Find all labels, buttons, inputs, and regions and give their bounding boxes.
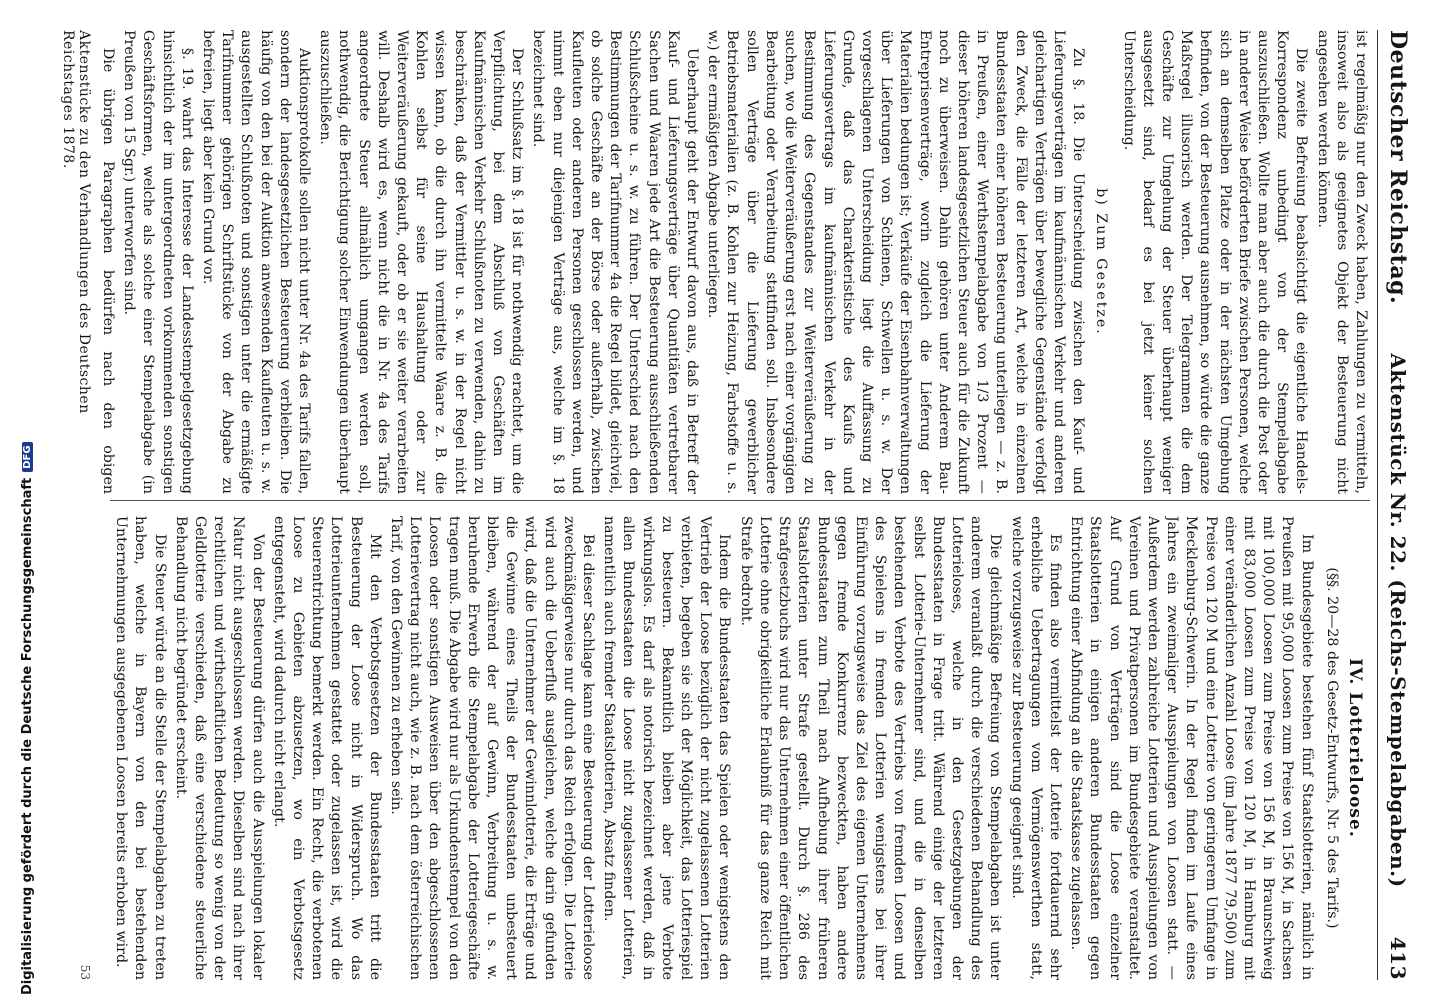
header-middle: Aktenstück Nr. 22. (Reichs-Stempelabgaben.) [1386,353,1410,888]
left-column [100,30,1370,494]
scanned-page [40,0,1432,1000]
page-number: 413 [1386,936,1410,980]
section-heading: IV. Lotterieloose. [1345,658,1365,838]
paragraph: Zu §. 18. Die Unterscheidung zwischen den Kauf- und Lieferungsverträgen im kaufmännischen Verkehr und anderen gleichartigen Verträgen über bewegliche Gegenstände verfolgt den Zweck, die Fälle der letzteren Art, welche in einzelnen Bundesstaaten einer höheren Besteuerung unterliegen — z. B. in Preußen, einer Werthstempelabgabe von 1/3 Prozent — dieser höheren landesgesetzlichen Steuer auch für die Zukunft noch zu überweisen. Dahin gehören unter Anderem Bau-Entreprisenverträge, worin zugleich die Lieferung der Materialien bedungen ist; Verkäufe der Eisenbahnverwaltungen über Lieferungen von Schienen, Schwellen u. s. w. Der vorgeschlagenen Unterscheidung liegt die Auffassung zu Grunde, daß das Charakteristische des Kaufs und Lieferungsvertrags im kaufmännischen Verkehr in der Bestimmung des Gegenstandes zur Weiterveräußerung zu suchen, wo die Weiterveräußerung erst nach einer vorgängigen Bearbeitung oder Verarbeitung stattfinden soll. Insbesondere sollen Verträge über die Lieferung gewerblicher Betriebsmaterialien (z. B. Kohlen zur Heizung, Farbstoffe u. s. w.) der ermäßigten Abgabe unterliegen. [705,30,1087,494]
paragraph: Die übrigen Paragraphen bedürfen nach den obigen [100,48,116,494]
paragraph: Indem die Bundesstaaten das Spielen oder wenigstens den Vertrieb der Loose bezüglich der nicht zugelassenen Lotterien verbieten, begeben sie sich der Möglichkeit, das Lotteriespiel zu besteuern. Bekanntlich bleiben aber jene Verbote wirkungslos. Es darf als notorisch bezeichnet werden, daß in allen Bundesstaaten die Loose nicht zugelassener Lotterien, namentlich auch fremder Staatslotterien, Absatz finden. [601,516,733,980]
paragraph: Im Bundesgebiete bestehen fünf Staatslotterien, nämlich in Preußen mit 95,000 Loosen zum Preise von 156 M, in Sachsen mit 100,000 Loosen zum Preise von 156 M, in Braunschweig mit 83,000 Loosen zum Preise von 120 M, in Hamburg mit einer veränderlichen Anzahl Loose (im Jahre 1877 79,500) zum Preise von 120 M und eine Lotterie von geringerem Umfange in Mecklenburg-Schwerin. In der Regel finden im Laufe eines Jahres ein zweimaliger Ausspielungen von Loosen statt. — Außerdem werden zahlreiche Lotterien und Ausspielungen von Vereinen und Privatpersonen im Bundesgebiete veranstaltet. Auf Grund von Verträgen sind die Loose einzelner Staatslotterien in einigen anderen Bundesstaaten gegen Entrichtung einer Abfindung an die Staatskasse zugelassen. [1068,516,1315,980]
paragraph: Es finden also vermittelst der Lotterie fortdauernd sehr erhebliche Uebertragungen vom Vermögenswerthen statt, welche vorzugsweise zur Besteuerung geeignet sind. [1008,516,1063,980]
footer-source: Aktenstücke zu den Verhandlungen des Deutschen Reichstages 1878. [60,30,92,414]
header-left: Deutscher Reichstag. [1385,30,1411,305]
paragraph: ist regelmäßig nur den Zweck haben, Zahlungen zu vermitteln, insoweit also als geeignetes Objekt der Besteuerung nicht angesehen werden können. [1314,30,1369,494]
paragraph: Die zweite Befreiung beabsichtigt die eigentliche Handels-Korrespondenz unbedingt von der Stempelabgabe auszuschließen. Wollte man aber auch die durch die Post oder in anderer Weise beförderten Briefe zwischen Personen, welche sich an demselben Platze oder in der nächsten Umgebung befinden, von der Besteuerung ausnehmen, so würde die ganze Maßregel illusorisch werden. Der Telegrammen die dem Geschäfte zur Umgehung der Steuer überhaupt weniger ausgesetzt sind, bedarf es bei jetzt keiner solchen Unterscheidung. [1120,30,1310,494]
paragraph: Von der Besteuerung dürfen auch die Ausspielungen lokaler Natur nicht ausgeschlossen werden. Dieselben sind nach ihrer rechtlichen und wirthschaftlichen Bedeutung so wenig von der Geldlotterie verschieden, daß eine verschiedene steuerliche Behandlung nicht begründet erscheint. [172,516,266,980]
paragraph: Die gleichmäßige Befreiung von Stempelabgaben ist unter anderem veranlaßt durch die verschiedenen Behandlung des Lotterieloses, welche in den Gesetzgebungen der Bundesstaaten in Frage tritt. Während einige der letzteren selbst Lotterie-Unternehmer sind, und die in denselben bestehenden Verbote des Vertriebs von fremden Loosen und des Spielens in fremden Lotterien wenigstens bei ihrer Einführung vorzugsweise das Ziel des eigenen Unternehmens gegen fremde Konkurrenz bezweckten, haben andere Bundesstaaten zum Theil nach Aufhebung ihrer früheren Staatslotterien unter Strafe gestellt. Durch §. 286 des Strafgesetzbuchs wird nur das Unternehmen einer öffentlichen Lotterie ohne obrigkeitliche Erlaubniß für das ganze Reich mit Strafe bedroht. [737,516,1004,980]
paragraph: Die Steuer würde an die Stelle der Stempelabgaben zu treten haben, welche in Bayern von den bei bestehenden Unternehmungen ausgegebenen Loosen bereits erhoben wird. [113,516,168,980]
section-heading: b) Zum Gesetze. [1093,188,1110,336]
section-subheading: (§§. 20—28 des Gesetz-Entwurfs, Nr. 5 des Tarifs.) [1323,567,1340,929]
column-divider [110,500,1370,501]
paragraph: Der Schlußsatz im §. 18 ist für nothwendig erachtet, um die Verpflichtung, bei dem Abschluß von Geschäften im Kaufmännischen Verkehr Schlußnoten zu verwenden, dahin zu beschränken, daß der Vermittler u. s. w. in der Regel nicht wissen kann, ob die durch ihn vermittelte Waare z. B. die Kohlen selbst für seine Haushaltung oder zur Weiterveräußerung gekauft, oder ob er sie weiter verarbeiten will. Deshalb wird es, wenn nicht die in Nr. 4a des Tarifs angeordnete Steuer allmählich umgangen werden soll, nothwendig, die Berichtigung solcher Einwendungen überhaupt auszuschließen. [317,30,526,494]
right-column [100,516,1370,980]
footer-signature: 53 [78,964,92,980]
funding-note: Digitalisierung gefördert durch die Deutsche ForschungsgemeinschaftDFG [20,442,35,995]
dfg-logo-icon: DFG [22,442,33,471]
running-header [1377,30,1418,980]
paragraph: Mit den Verbotsgesetzen der Bundesstaaten tritt die Besteuerung der Loose nicht in Widerspruch. Wo das Lotterieunternehmen gestattet oder zugelassen ist, wird die Steuerentrichtung bemerkt werden. Ein Recht, die verbotenen Loose zu Gebieten abzusetzen, wo ein Verbotsgesetz entgegensteht, wird dadurch nicht erlangt. [270,516,383,980]
paragraph: §. 19. wahrt das Interesse der Landesstempelgesetzgebung hinsichtlich der im untergeordneten vorkommenden sonstigen Geschäftsformen, welche als solche einer Stempelabgabe (in Preußen von 15 Sgr.) unterworfen sind. [121,30,195,494]
paragraph: Ueberhaupt geht der Entwurf davon aus, daß in Betreff der Kauf- und Lieferungsverträge über Quantitäten vertretbarer Sachen und Waaren jede Art die Besteuerung ausschließenden Schlußscheine u. s. w. zu führen. Der Unterschied nach den Bestimmungen der Tarifnummer 4a die Regel bildet, gleichviel, ob solche Geschäfte an der Börse oder außerhalb, zwischen Kaufleuten oder anderen Personen geschlossen werden, und nimmt eben nur diejenigen Verträge aus, welche im §. 18 bezeichnet sind. [530,30,701,494]
paragraph: Auktionsprotokolle sollen nicht unter Nr. 4a des Tarifs fallen, sondern der landesgesetzlichen Besteuerung verbleiben. Die häufig von den bei der Auktion anwesenden Kaufleuten u. s. w. ausgestellten Schlußnoten und sonstigen unter die ermäßigte Tarifnummer gehörigen Schriftstücke von der Abgabe zu befreien, liegt aber kein Grund vor. [200,30,313,494]
paragraph: Bei dieser Sachlage kann eine Besteuerung der Lotterieloose zweckmäßigerweise nur durch das Reich erfolgen. Die Lotterie wird auch die Ueberfluß ausgleichen, welche darin gefunden wird, daß die Unternehmer der Gewinnlotterie, die Erträge und die Gewinne eines Theils der Bundesstaaten unbesteuert bleiben, während der auf Gewinn, Verbreitung u. s. w. beruhende Erwerb die Stempelabgabe der Lotteriegeschäfte tragen muß. Die Abgabe wird nur als Urkundenstempel von den Loosen oder sonstigen Ausweisen über den abgeschlossenen Lotterievertrag nicht auch, wie z. B. nach dem österreichischen Tarif, von den Gewinnen zu erheben sein. [388,516,597,980]
text-columns [100,30,1370,980]
sidebar [0,0,40,1000]
